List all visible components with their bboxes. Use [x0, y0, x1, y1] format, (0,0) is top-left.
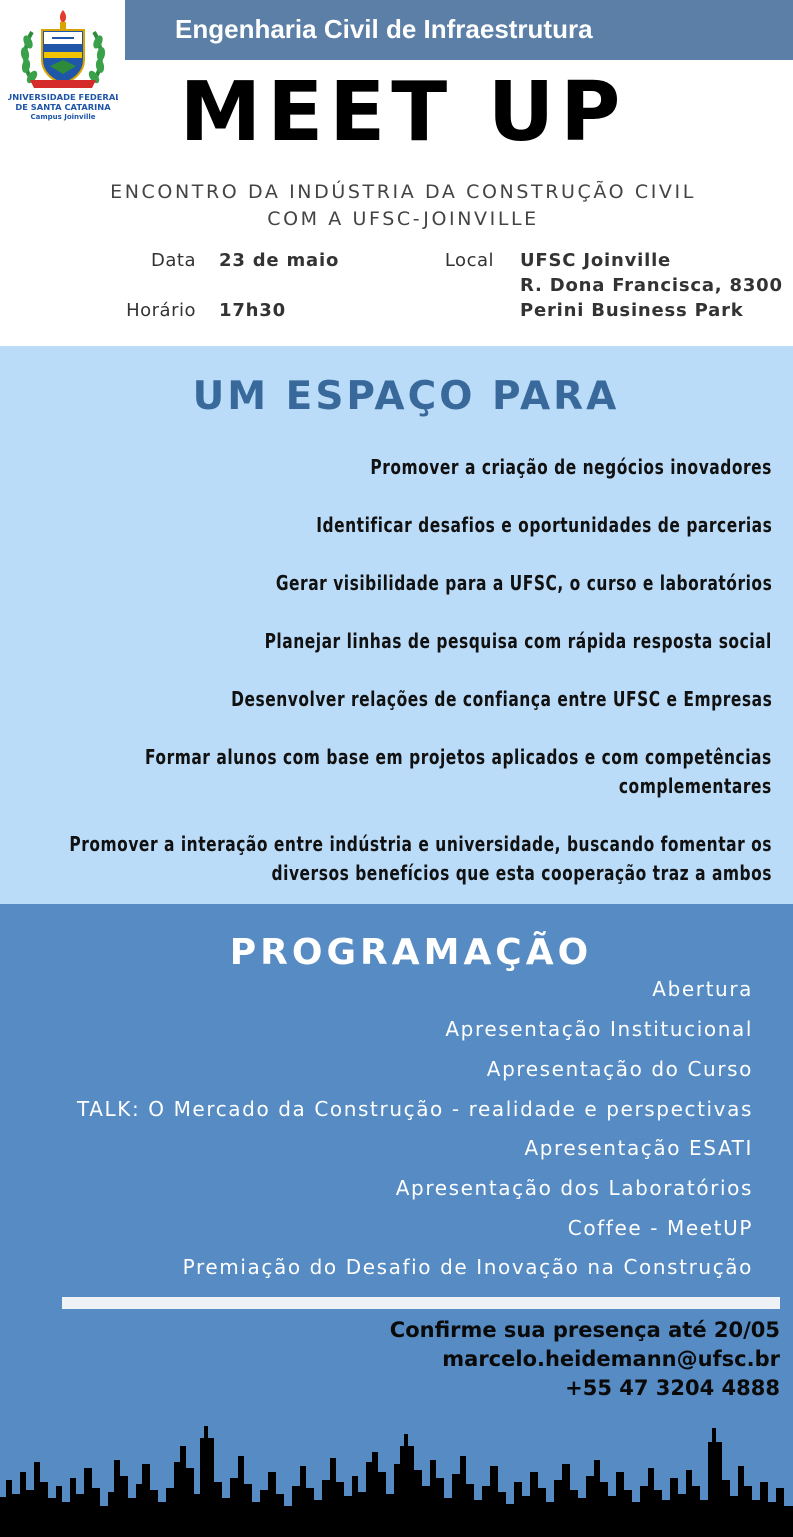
program-item: Apresentação dos Laboratórios [395, 1176, 753, 1200]
logo-line-2: DE SANTA CATARINA [15, 102, 111, 112]
city-skyline-icon [0, 1402, 793, 1537]
espaco-item-line: Promover a interação entre indústria e universidade, buscando fomentar os [69, 832, 772, 856]
location-line-3: Perini Business Park [520, 300, 744, 321]
espaco-item-line: Desenvolver relações de confiança entre UFSC e Empresas [230, 687, 772, 711]
location-line-2: R. Dona Francisca, 8300 [520, 275, 783, 296]
program-item: Abertura [652, 977, 753, 1001]
program-item: Apresentação Institucional [445, 1017, 753, 1041]
header-section [0, 0, 793, 346]
espaco-section [0, 346, 793, 904]
espaco-item [231, 685, 772, 714]
contact-email[interactable]: marcelo.heidemann@ufsc.br [442, 1347, 780, 1371]
time-label: Horário [126, 300, 196, 321]
subtitle-line-1: ENCONTRO DA INDÚSTRIA DA CONSTRUÇÃO CIVIL [110, 181, 696, 203]
page-title: MEET UP [179, 65, 627, 160]
program-item: Apresentação ESATI [524, 1136, 753, 1160]
divider [62, 1297, 780, 1309]
espaco-item [265, 627, 772, 656]
contact-phone[interactable]: +55 47 3204 4888 [565, 1376, 780, 1400]
date-value: 23 de maio [219, 250, 340, 271]
programacao-title: PROGRAMAÇÃO [229, 932, 593, 973]
logo-line-1: UNIVERSIDADE FEDERAL [8, 92, 118, 102]
espaco-item [69, 830, 772, 888]
rsvp-text: Confirme sua presença até 20/05 [389, 1318, 780, 1342]
espaco-item-line: Gerar visibilidade para a UFSC, o curso e laboratórios [275, 571, 772, 595]
espaco-item [370, 453, 772, 482]
espaco-item-line: Identificar desafios e oportunidades de parcerias [315, 513, 772, 537]
espaco-item [145, 743, 772, 801]
espaco-item-line: diversos benefícios que esta cooperação traz a ambos [271, 861, 772, 885]
program-item: Coffee - MeetUP [567, 1216, 753, 1240]
program-item: Premiação do Desafio de Inovação na Construção [182, 1255, 753, 1279]
program-item: Apresentação do Curso [486, 1057, 753, 1081]
date-label: Data [151, 250, 196, 271]
time-value: 17h30 [219, 300, 286, 321]
espaco-item-line: Planejar linhas de pesquisa com rápida resposta social [264, 629, 772, 653]
espaco-title: UM ESPAÇO PARA [192, 374, 620, 419]
programacao-section [0, 904, 793, 1537]
location-label: Local [444, 250, 494, 271]
subtitle-line-2: COM A UFSC-JOINVILLE [267, 208, 539, 230]
program-item: TALK: O Mercado da Construção - realidade e perspectivas [76, 1097, 753, 1121]
logo-line-3: Campus Joinville [30, 113, 96, 121]
location-line-1: UFSC Joinville [520, 250, 672, 271]
espaco-item [316, 511, 772, 540]
espaco-item [276, 569, 772, 598]
espaco-item-line: Formar alunos com base em projetos aplicados e com competências [145, 745, 772, 769]
course-banner [125, 0, 793, 60]
banner-title: Engenharia Civil de Infraestrutura [175, 14, 593, 44]
espaco-item-line: complementares [619, 774, 772, 798]
espaco-item-line: Promover a criação de negócios inovadores [370, 455, 772, 479]
